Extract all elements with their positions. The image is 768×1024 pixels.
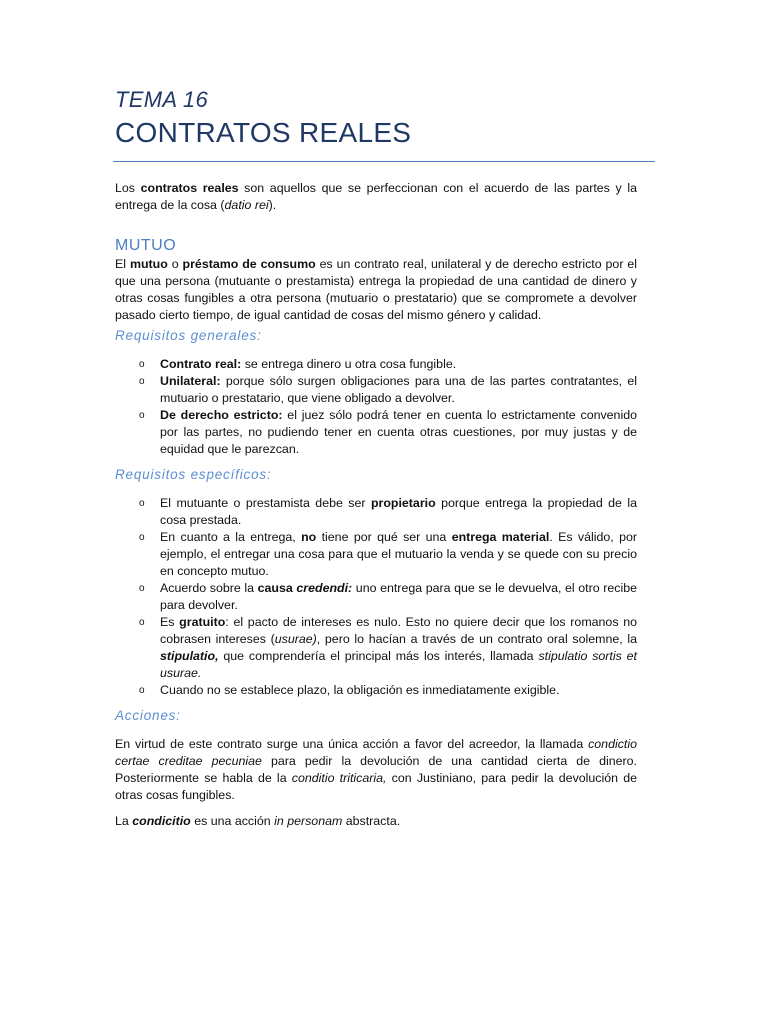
- acciones-paragraph: En virtud de este contrato surge una única acción a favor del acreedor, la llamada condictio certae creditae pecuniae para pedir la devolución de una cantidad cierta de dinero. Posteriormente se habla de la conditio triticaria, con Justiniano, para pedir la devolución de otras cosas fungibles.: [115, 737, 638, 802]
- bullet-icon: o: [139, 359, 145, 370]
- subheading-requisitos-especificos: Requisitos específicos:: [115, 467, 272, 482]
- list-item: o Acuerdo sobre la causa credendi: uno entrega para que se le devuelva, el otro recibe para devolver.: [139, 581, 638, 612]
- page-title: CONTRATOS REALES: [115, 117, 412, 148]
- intro-paragraph: Los contratos reales son aquellos que se perfeccionan con el acuerdo de las partes y la entrega de la cosa (datio rei).: [115, 181, 637, 212]
- list-item: o Es gratuito: el pacto de intereses es nulo. Esto no quiere decir que los romanos no cobrasen intereses (usurae), pero lo hacían a través de un contrato oral solemne, la stipulatio, que comprendería el principal más los interés, llamada stipulatio sortis et usurae.: [139, 615, 637, 680]
- subheading-requisitos-generales: Requisitos generales:: [115, 328, 262, 343]
- bullet-icon: o: [139, 583, 145, 594]
- bullet-icon: o: [139, 498, 145, 509]
- bullet-icon: o: [139, 685, 145, 696]
- topic-number: TEMA 16: [115, 87, 208, 112]
- list-item: o El mutuante o prestamista debe ser propietario porque entrega la propiedad de la cosa prestada.: [139, 496, 637, 527]
- title-divider: [113, 161, 655, 162]
- requisitos-especificos-list: [115, 495, 637, 699]
- bullet-icon: o: [139, 410, 145, 421]
- list-item: o Unilateral: porque sólo surgen obligaciones para una de las partes contratantes, el mutuario o prestatario, que viene obligado a devolver.: [139, 374, 637, 405]
- mutuo-definition: El mutuo o préstamo de consumo es un contrato real, unilateral y de derecho estricto por el que una persona (mutuante o prestamista) entrega la propiedad de una cantidad de dinero y otras cosas fungibles a otra persona (mutuario o prestatario) que se compromete a devolver pasado cierto tiempo, de igual cantidad de cosas del mismo género y calidad.: [115, 257, 637, 322]
- list-item: o Cuando no se establece plazo, la obligación es inmediatamente exigible.: [139, 683, 560, 697]
- list-item: o En cuanto a la entrega, no tiene por qué ser una entrega material. Es válido, por ejemplo, el entregar una cosa para que el mutuario la venda y se quede con su precio en concepto mutuo.: [139, 530, 637, 578]
- section-heading-mutuo: MUTUO: [115, 237, 177, 254]
- requisitos-generales-list: [115, 356, 637, 458]
- condicitio-paragraph: La condicitio es una acción in personam abstracta.: [115, 814, 401, 828]
- bullet-icon: o: [139, 532, 145, 543]
- document-body: [115, 80, 637, 830]
- list-item: o De derecho estricto: el juez sólo podrá tener en cuenta lo estrictamente convenido por las partes, no pudiendo tener en cuenta otras cuestiones, por muy justas y de equidad que le parezcan.: [139, 408, 637, 456]
- list-item: o Contrato real: se entrega dinero u otra cosa fungible.: [139, 357, 457, 371]
- bullet-icon: o: [139, 376, 145, 387]
- subheading-acciones: Acciones:: [115, 708, 181, 723]
- bullet-icon: o: [139, 617, 145, 628]
